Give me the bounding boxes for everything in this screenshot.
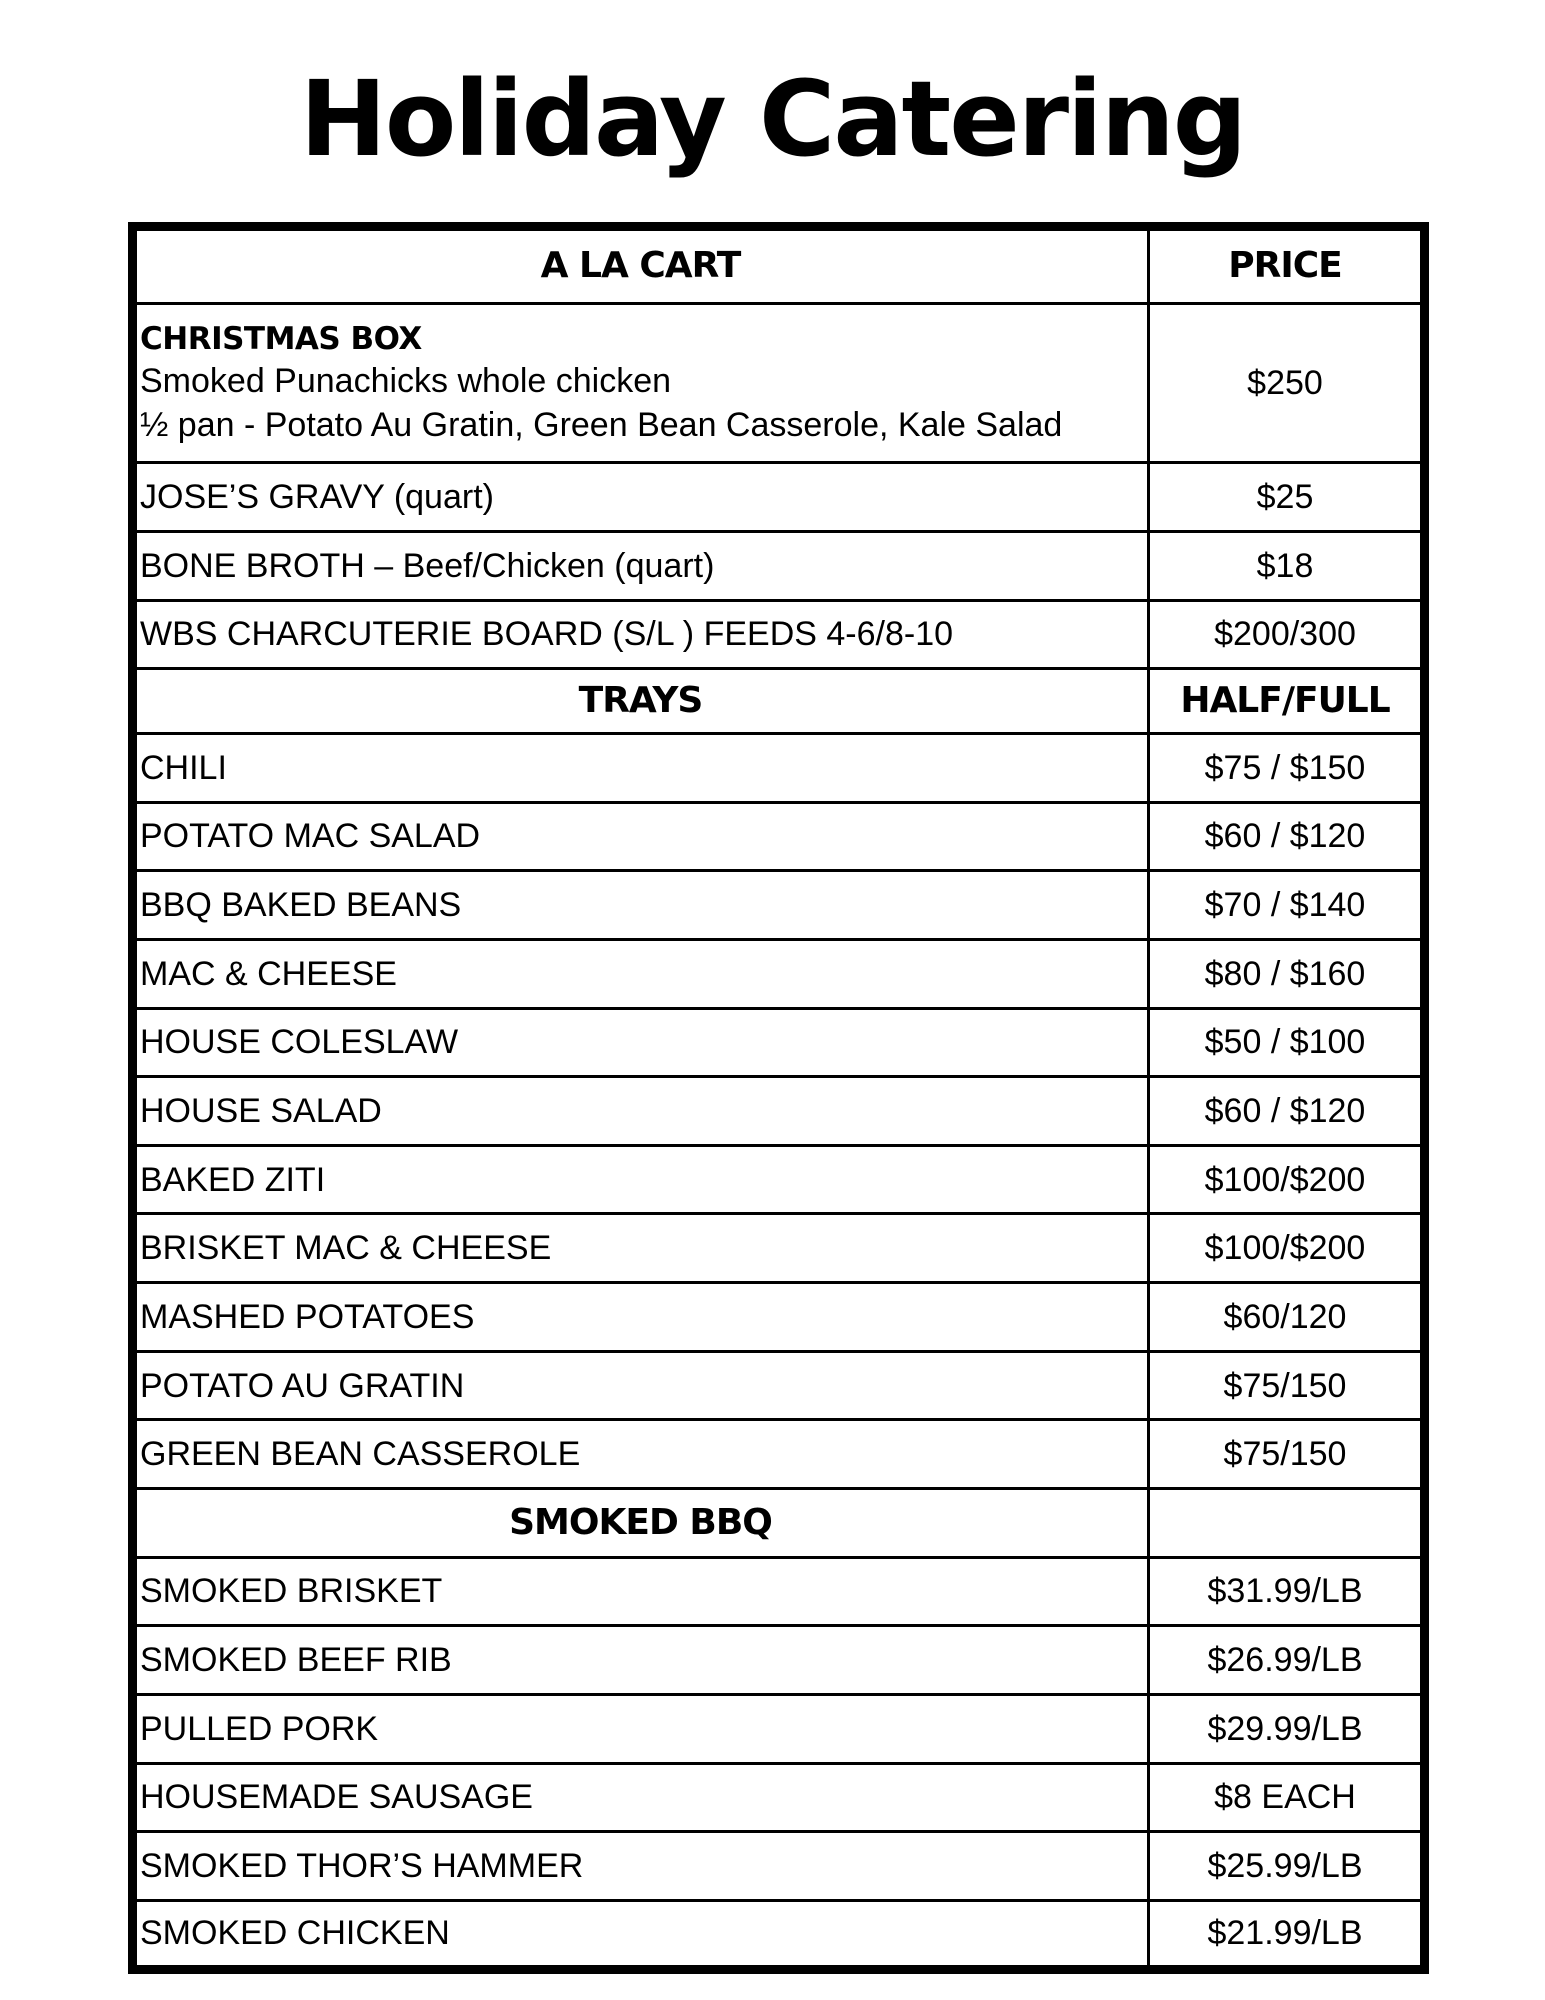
tray-item-name: POTATO MAC SALAD [133,802,1149,871]
tray-item-row [133,939,1425,1008]
tray-item-name: MASHED POTATOES [133,1283,1149,1352]
tray-item-row [133,871,1425,940]
tray-item-name: CHILI [133,733,1149,802]
bbq-item-row [133,1763,1425,1832]
bbq-item-price: $29.99/LB [1149,1695,1425,1764]
tray-item-row [133,1283,1425,1352]
tray-item-price: $50 / $100 [1149,1008,1425,1077]
trays-price-header: HALF/FULL [1149,669,1425,734]
tray-item-name: BBQ BAKED BEANS [133,871,1149,940]
tray-item-name: HOUSE COLESLAW [133,1008,1149,1077]
page-title: Holiday Catering [299,58,1246,180]
tray-item-price: $100/$200 [1149,1214,1425,1283]
christmas-box-row [133,303,1425,463]
tray-item-row [133,802,1425,871]
price-header: PRICE [1149,227,1425,304]
bbq-item-name: SMOKED BRISKET [133,1557,1149,1626]
bbq-item-row [133,1695,1425,1764]
christmas-box-cell [133,303,1149,463]
bbq-item-price: $21.99/LB [1149,1901,1425,1970]
christmas-box-line: Smoked Punachicks whole chicken [140,361,672,400]
a-la-cart-header: A LA CART [133,227,1149,304]
tray-item-name: HOUSE SALAD [133,1077,1149,1146]
smoked-bbq-header: SMOKED BBQ [133,1489,1149,1558]
a-la-cart-item-name: WBS CHARCUTERIE BOARD (S/L ) FEEDS 4-6/8-10 [133,600,1149,669]
tray-item-row [133,1351,1425,1420]
tray-item-name: GREEN BEAN CASSEROLE [133,1420,1149,1489]
trays-header-row [133,669,1425,734]
a-la-cart-item-name: JOSE’S GRAVY (quart) [133,463,1149,532]
tray-item-row [133,1145,1425,1214]
a-la-cart-item-row [133,463,1425,532]
bbq-item-name: HOUSEMADE SAUSAGE [133,1763,1149,1832]
bbq-item-name: SMOKED BEEF RIB [133,1626,1149,1695]
tray-item-price: $75/150 [1149,1351,1425,1420]
bbq-item-name: SMOKED THOR’S HAMMER [133,1832,1149,1901]
tray-item-price: $60/120 [1149,1283,1425,1352]
christmas-box-price: $250 [1149,303,1425,463]
tray-item-row [133,1214,1425,1283]
a-la-cart-item-price: $25 [1149,463,1425,532]
tray-item-price: $80 / $160 [1149,939,1425,1008]
christmas-box-title: CHRISTMAS BOX [140,320,422,357]
tray-item-name: POTATO AU GRATIN [133,1351,1149,1420]
tray-item-price: $60 / $120 [1149,1077,1425,1146]
bbq-item-price: $31.99/LB [1149,1557,1425,1626]
tray-item-name: BAKED ZITI [133,1145,1149,1214]
bbq-item-price: $8 EACH [1149,1763,1425,1832]
a-la-cart-item-row [133,600,1425,669]
tray-item-row [133,1077,1425,1146]
tray-item-row [133,1008,1425,1077]
a-la-cart-item-row [133,531,1425,600]
bbq-item-row [133,1626,1425,1695]
bbq-item-price: $26.99/LB [1149,1626,1425,1695]
bbq-item-name: PULLED PORK [133,1695,1149,1764]
bbq-item-price: $25.99/LB [1149,1832,1425,1901]
menu-table [128,222,1429,1974]
bbq-item-row [133,1832,1425,1901]
smoked-bbq-header-row [133,1489,1425,1558]
a-la-cart-item-name: BONE BROTH – Beef/Chicken (quart) [133,531,1149,600]
tray-item-row [133,733,1425,802]
tray-item-name: MAC & CHEESE [133,939,1149,1008]
tray-item-price: $75 / $150 [1149,733,1425,802]
a-la-cart-item-price: $18 [1149,531,1425,600]
bbq-item-name: SMOKED CHICKEN [133,1901,1149,1970]
tray-item-price: $70 / $140 [1149,871,1425,940]
tray-item-name: BRISKET MAC & CHEESE [133,1214,1149,1283]
tray-item-price: $60 / $120 [1149,802,1425,871]
tray-item-price: $100/$200 [1149,1145,1425,1214]
a-la-cart-item-price: $200/300 [1149,600,1425,669]
tray-item-row [133,1420,1425,1489]
bbq-item-row [133,1557,1425,1626]
tray-item-price: $75/150 [1149,1420,1425,1489]
smoked-bbq-price-header [1149,1489,1425,1558]
trays-header: TRAYS [133,669,1149,734]
bbq-item-row [133,1901,1425,1970]
christmas-box-line: ½ pan - Potato Au Gratin, Green Bean Casserole, Kale Salad [140,406,1063,445]
a-la-cart-header-row [133,227,1425,304]
